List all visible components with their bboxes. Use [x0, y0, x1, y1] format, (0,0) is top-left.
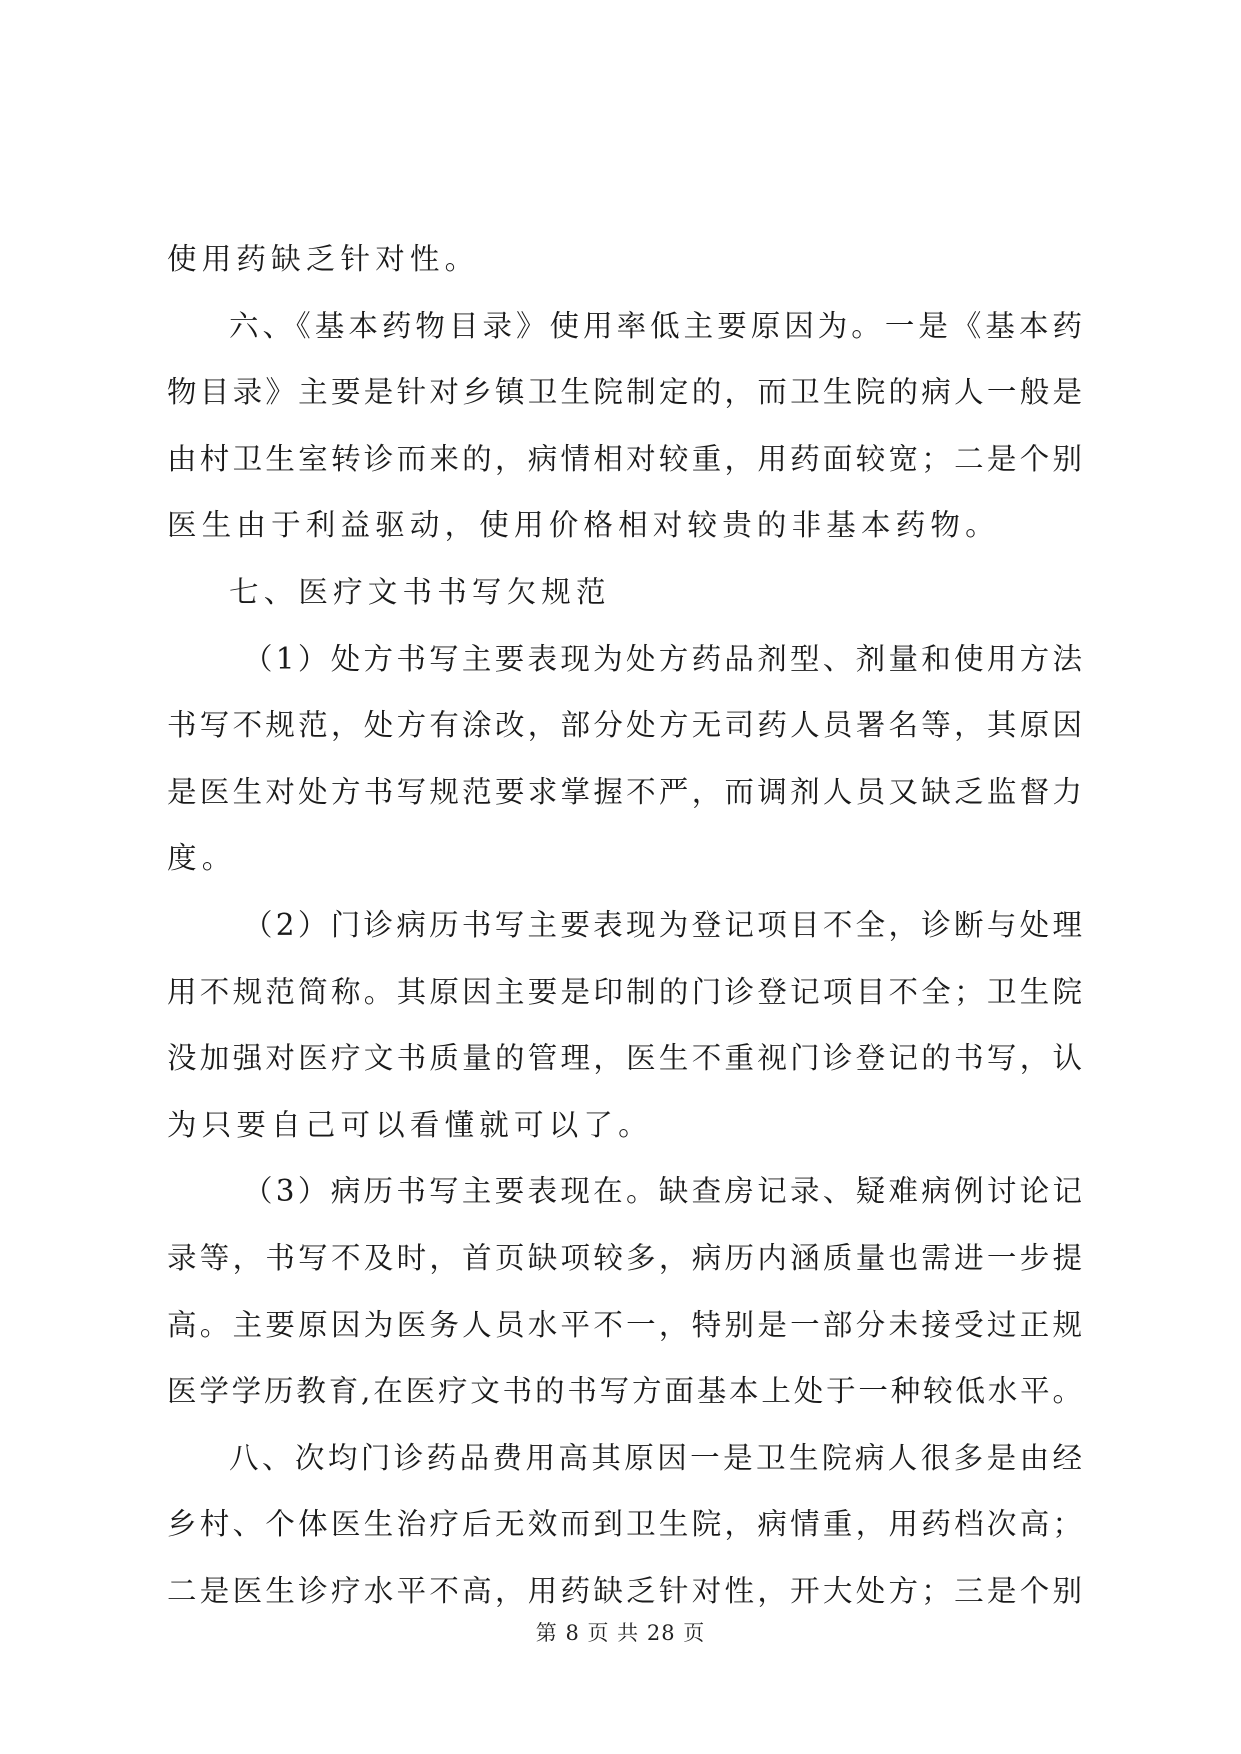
document-body: [167, 226, 1082, 1624]
section-heading: 七、医疗文书书写欠规范: [229, 574, 611, 609]
paragraph-line: 为只要自己可以看懂就可以了。: [167, 1107, 653, 1142]
paragraph-line: 度。: [167, 841, 237, 876]
paragraph-line: （2）门诊病历书写主要表现为登记项目不全，诊断与处理: [243, 907, 1082, 942]
paragraph-line: 录等，书写不及时，首页缺项较多，病历内涵质量也需进一步提: [167, 1240, 1082, 1275]
paragraph-line: 医生由于利益驱动，使用价格相对较贵的非基本药物。: [167, 508, 1000, 543]
paragraph-line: 使用药缺乏针对性。: [167, 242, 480, 276]
paragraph-line: 高。主要原因为医务人员水平不一，特别是一部分未接受过正规: [167, 1307, 1082, 1342]
paragraph-line: 用不规范简称。其原因主要是印制的门诊登记项目不全；卫生院: [167, 974, 1082, 1009]
paragraph-line: 乡村、个体医生治疗后无效而到卫生院，病情重，用药档次高；: [167, 1507, 1082, 1542]
paragraph-line: 医学学历教育,在医疗文书的书写方面基本上处于一种较低水平。: [167, 1374, 1082, 1409]
paragraph-line: 是医生对处方书写规范要求掌握不严，而调剂人员又缺乏监督力: [167, 774, 1082, 809]
page-number-footer: 第 8 页 共 28 页: [535, 1621, 706, 1645]
paragraph-line: 物目录》主要是针对乡镇卫生院制定的，而卫生院的病人一般是: [167, 375, 1082, 410]
paragraph-line: 六、《基本药物目录》使用率低主要原因为。一是《基本药: [229, 308, 1082, 343]
paragraph-line: 八、次均门诊药品费用高其原因一是卫生院病人很多是由经: [229, 1440, 1082, 1475]
paragraph-line: 书写不规范，处方有涂改，部分处方无司药人员署名等，其原因: [167, 708, 1082, 743]
paragraph-line: （3）病历书写主要表现在。缺查房记录、疑难病例讨论记: [243, 1174, 1082, 1209]
paragraph-line: （1）处方书写主要表现为处方药品剂型、剂量和使用方法: [243, 641, 1082, 676]
paragraph-line: 二是医生诊疗水平不高，用药缺乏针对性，开大处方；三是个别: [167, 1573, 1082, 1608]
paragraph-line: 由村卫生室转诊而来的，病情相对较重，用药面较宽；二是个别: [167, 441, 1082, 476]
paragraph-line: 没加强对医疗文书质量的管理，医生不重视门诊登记的书写，认: [167, 1041, 1082, 1076]
